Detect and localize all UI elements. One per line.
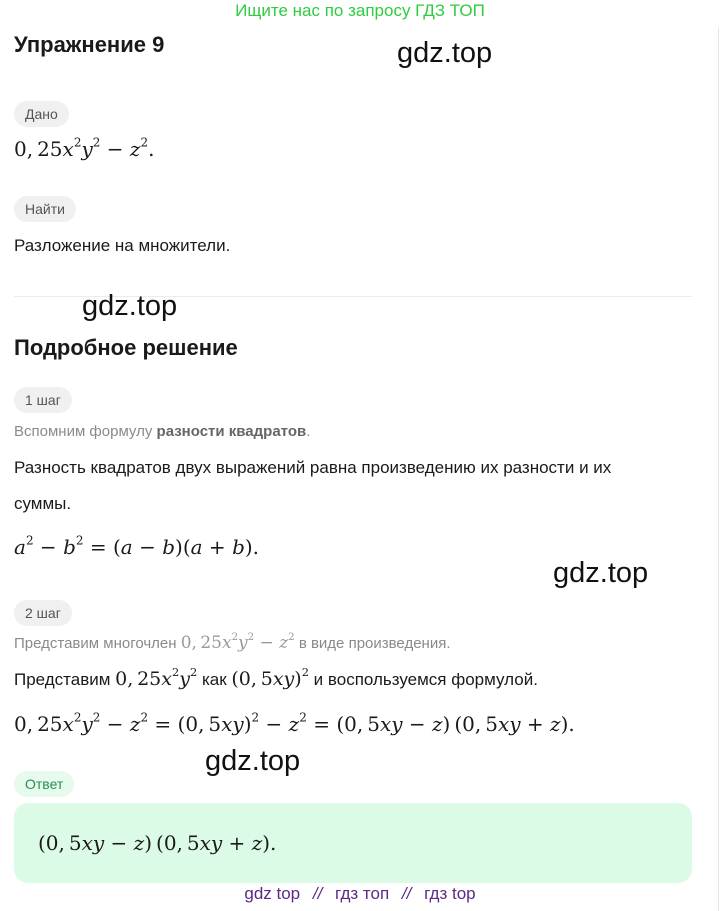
watermark: gdz.top xyxy=(553,557,649,589)
top-banner: Ищите нас по запросу ГДЗ ТОП xyxy=(235,1,485,20)
step2-hint-suffix: в виде произведения. xyxy=(294,635,451,652)
footer-link-1[interactable]: gdz top xyxy=(244,884,301,903)
step2-line-mid: как xyxy=(197,670,232,689)
footer-separator: // xyxy=(312,884,323,903)
step2-hint xyxy=(14,633,451,653)
step2-line-math2: (0, 5xy)$^2$ xyxy=(231,664,309,690)
step2-hint-math: 0, $25x^2y^2 - z^2$ xyxy=(180,631,295,653)
step1-hint-prefix: Вспомним формулу xyxy=(14,423,157,440)
step2-line xyxy=(14,664,538,690)
exercise-title: Упражнение 9 xyxy=(14,32,165,57)
find-label: Найти xyxy=(14,196,76,222)
right-border xyxy=(718,28,719,911)
find-badge xyxy=(14,196,76,222)
watermark: gdz.top xyxy=(205,745,301,777)
watermark: gdz.top xyxy=(82,290,178,322)
step1-formula: $a^2 - b^2 = (a - b)(a + b)$. xyxy=(14,533,260,559)
answer-label: Ответ xyxy=(14,771,74,797)
footer-separator: // xyxy=(401,884,412,903)
solution-title: Подробное решение xyxy=(14,335,238,360)
footer-links xyxy=(0,884,720,904)
answer-badge xyxy=(14,771,74,797)
footer-link-3[interactable]: гдз top xyxy=(424,884,476,903)
step1-text-line1: Разность квадратов двух выражений равна произведению их разности и их xyxy=(14,458,612,477)
step2-hint-prefix: Представим многочлен xyxy=(14,635,181,652)
step2-line-math1: 0, $25x^2y^2$ xyxy=(115,664,198,690)
step1-hint-bold: разности квадратов xyxy=(156,423,307,440)
given-expression: 0, $25x^2y^2 - z^2$. xyxy=(14,135,155,161)
step1-badge xyxy=(14,387,72,413)
find-text: Разложение на множители. xyxy=(14,236,231,255)
answer-expression: (0, 5xy − z) (0, 5xy + z). xyxy=(38,831,277,855)
step1-hint xyxy=(14,423,310,440)
step2-line-suffix: и воспользуемся формулой. xyxy=(308,670,538,689)
step2-line-prefix: Представим xyxy=(14,670,116,689)
step2-label: 2 шаг xyxy=(14,600,72,626)
step1-text-line2: суммы. xyxy=(14,494,72,513)
step2-formula: 0, $25x^2y^2 - z^2 = (0$, $5xy)^2 - z^2 = (0$, 5xy − z) (0, 5xy + z). xyxy=(14,710,575,736)
watermark: gdz.top xyxy=(397,37,493,69)
step1-hint-suffix: . xyxy=(306,423,311,440)
step2-badge xyxy=(14,600,72,626)
given-label: Дано xyxy=(14,101,69,127)
given-badge xyxy=(14,101,69,127)
step1-label: 1 шаг xyxy=(14,387,72,413)
footer-link-2[interactable]: гдз топ xyxy=(335,884,390,903)
